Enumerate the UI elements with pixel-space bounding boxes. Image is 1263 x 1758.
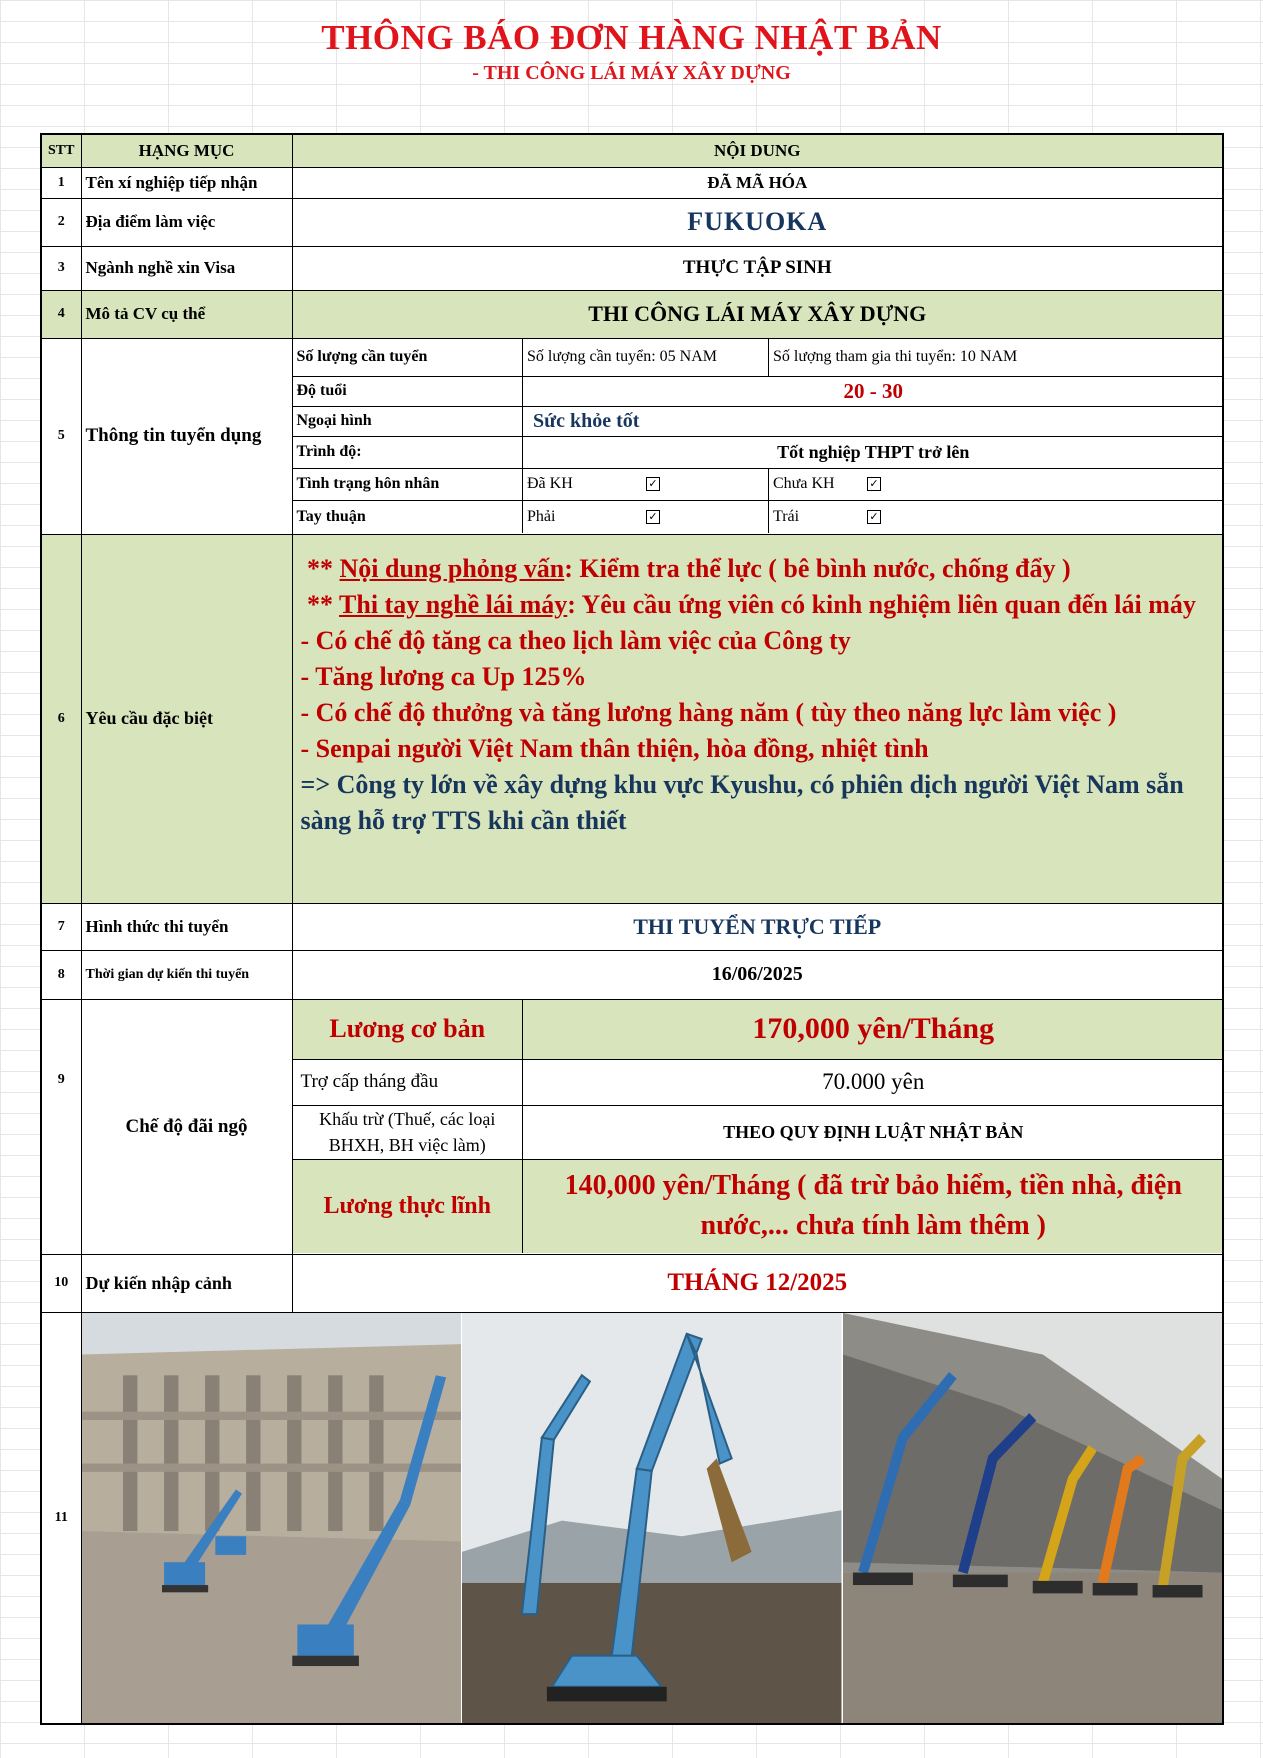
left-hand-checkbox[interactable]: ✓ — [867, 510, 881, 524]
row-number: 4 — [41, 290, 81, 338]
row-number: 1 — [41, 167, 81, 198]
deduction-value: THEO QUY ĐỊNH LUẬT NHẬT BẢN — [523, 1105, 1224, 1159]
row-label: Thông tin tuyển dụng — [81, 338, 292, 534]
table-row — [41, 246, 1223, 290]
row-label: Thời gian dự kiến thi tuyển — [81, 950, 292, 999]
net-salary-label: Lương thực lĩnh — [293, 1159, 523, 1253]
company-value: ĐÃ MÃ HÓA — [292, 167, 1223, 198]
appearance-label: Ngoại hình — [293, 406, 523, 436]
table-row — [41, 290, 1223, 338]
requirement-line: - Có chế độ thưởng và tăng lương hàng năm ( tùy theo năng lực làm việc ) — [300, 697, 1117, 727]
page-subtitle: - THI CÔNG LÁI MÁY XÂY DỰNG — [472, 62, 791, 84]
benefits-cell — [292, 999, 1223, 1254]
row-label: Mô tả CV cụ thể — [81, 290, 292, 338]
row-label: Ngành nghề xin Visa — [81, 246, 292, 290]
single-checkbox[interactable]: ✓ — [867, 477, 881, 491]
location-value: FUKUOKA — [292, 198, 1223, 246]
row-number: 10 — [41, 1254, 81, 1312]
row-label: Tên xí nghiệp tiếp nhận — [81, 167, 292, 198]
page-title: THÔNG BÁO ĐƠN HÀNG NHẬT BẢN — [321, 18, 942, 57]
appearance-value: Sức khỏe tốt — [523, 406, 1224, 436]
married-label: Đã KH — [527, 475, 573, 492]
base-salary-label: Lương cơ bản — [293, 1000, 523, 1059]
quantity-label: Số lượng cần tuyển — [293, 339, 523, 376]
allowance-value: 70.000 yên — [523, 1059, 1224, 1105]
right-hand-checkbox[interactable]: ✓ — [646, 510, 660, 524]
right-hand-label: Phải — [527, 507, 556, 525]
table-row — [41, 198, 1223, 246]
age-label: Độ tuổi — [293, 376, 523, 406]
recruitment-info-table — [293, 339, 1224, 533]
requirement-line: - Senpai người Việt Nam thân thiện, hòa đồng, nhiệt tình — [300, 733, 929, 763]
row-number: 7 — [41, 903, 81, 950]
requirement-line: - Có chế độ tăng ca theo lịch làm việc của Công ty — [300, 625, 851, 655]
exam-date-value: 16/06/2025 — [292, 950, 1223, 999]
row-number: 11 — [41, 1312, 81, 1724]
married-checkbox[interactable]: ✓ — [646, 477, 660, 491]
table-row — [41, 999, 1223, 1254]
married-option — [523, 468, 769, 500]
stt-header: STT — [41, 134, 81, 167]
benefits-table — [293, 1000, 1224, 1253]
requirement-line: - Tăng lương ca Up 125% — [300, 661, 587, 691]
header-row — [41, 134, 1223, 167]
construction-photo-1 — [82, 1313, 463, 1723]
deduction-label: Khấu trừ (Thuế, các loại BHXH, BH việc làm) — [293, 1105, 523, 1159]
marital-label: Tình trạng hôn nhân — [293, 468, 523, 500]
table-row — [41, 1254, 1223, 1312]
visa-value: THỰC TẬP SINH — [292, 246, 1223, 290]
entry-date-value: THÁNG 12/2025 — [292, 1254, 1223, 1312]
category-header: HẠNG MỤC — [81, 134, 292, 167]
exam-quantity-value: Số lượng tham gia thi tuyển: 10 NAM — [769, 339, 1224, 376]
construction-photo-3 — [843, 1313, 1223, 1723]
recruitment-info-cell — [292, 338, 1223, 534]
requirement-line: => Công ty lớn về xây dựng khu vực Kyushu, có phiên dịch người Việt Nam sẵn sàng hỗ trợ TTS khi cần thiết — [300, 769, 1184, 835]
table-row — [41, 903, 1223, 950]
row-number: 5 — [41, 338, 81, 534]
row-label: Dự kiến nhập cảnh — [81, 1254, 292, 1312]
age-value: 20 - 30 — [523, 376, 1224, 406]
education-label: Trình độ: — [293, 436, 523, 468]
net-salary-value: 140,000 yên/Tháng ( đã trừ bảo hiểm, tiền nhà, điện nước,... chưa tính làm thêm ) — [523, 1159, 1224, 1253]
exam-format-value: THI TUYỂN TRỰC TIẾP — [292, 903, 1223, 950]
requirement-line: ** Nội dung phỏng vấn: Kiểm tra thể lực ( bê bình nước, chống đẩy ) — [300, 553, 1071, 583]
quantity-value: Số lượng cần tuyển: 05 NAM — [523, 339, 769, 376]
table-row — [41, 534, 1223, 903]
left-hand-option — [769, 500, 1224, 533]
row-number: 6 — [41, 534, 81, 903]
content-header: NỘI DUNG — [292, 134, 1223, 167]
hand-label: Tay thuận — [293, 500, 523, 533]
left-hand-label: Trái — [773, 507, 800, 525]
requirement-line: ** Thi tay nghề lái máy: Yêu cầu ứng viên có kinh nghiệm liên quan đến lái máy — [300, 589, 1196, 619]
job-order-table — [40, 133, 1224, 1725]
allowance-label: Trợ cấp tháng đầu — [293, 1059, 523, 1105]
row-label: Địa điểm làm việc — [81, 198, 292, 246]
row-label: Chế độ đãi ngộ — [81, 999, 292, 1254]
job-description-value: THI CÔNG LÁI MÁY XÂY DỰNG — [292, 290, 1223, 338]
single-label: Chưa KH — [773, 475, 835, 492]
table-row — [41, 338, 1223, 534]
row-label: Hình thức thi tuyển — [81, 903, 292, 950]
special-requirements — [292, 534, 1223, 903]
table-row — [41, 1312, 1223, 1724]
row-label: Yêu cầu đặc biệt — [81, 534, 292, 903]
row-number: 9 — [41, 999, 81, 1254]
photo-gallery — [81, 1312, 1223, 1724]
construction-photo-2 — [462, 1313, 843, 1723]
table-row — [41, 167, 1223, 198]
right-hand-option — [523, 500, 769, 533]
base-salary-value: 170,000 yên/Tháng — [523, 1000, 1224, 1059]
single-option — [769, 468, 1224, 500]
row-number: 8 — [41, 950, 81, 999]
row-number: 2 — [41, 198, 81, 246]
table-row — [41, 950, 1223, 999]
row-number: 3 — [41, 246, 81, 290]
education-value: Tốt nghiệp THPT trở lên — [523, 436, 1224, 468]
